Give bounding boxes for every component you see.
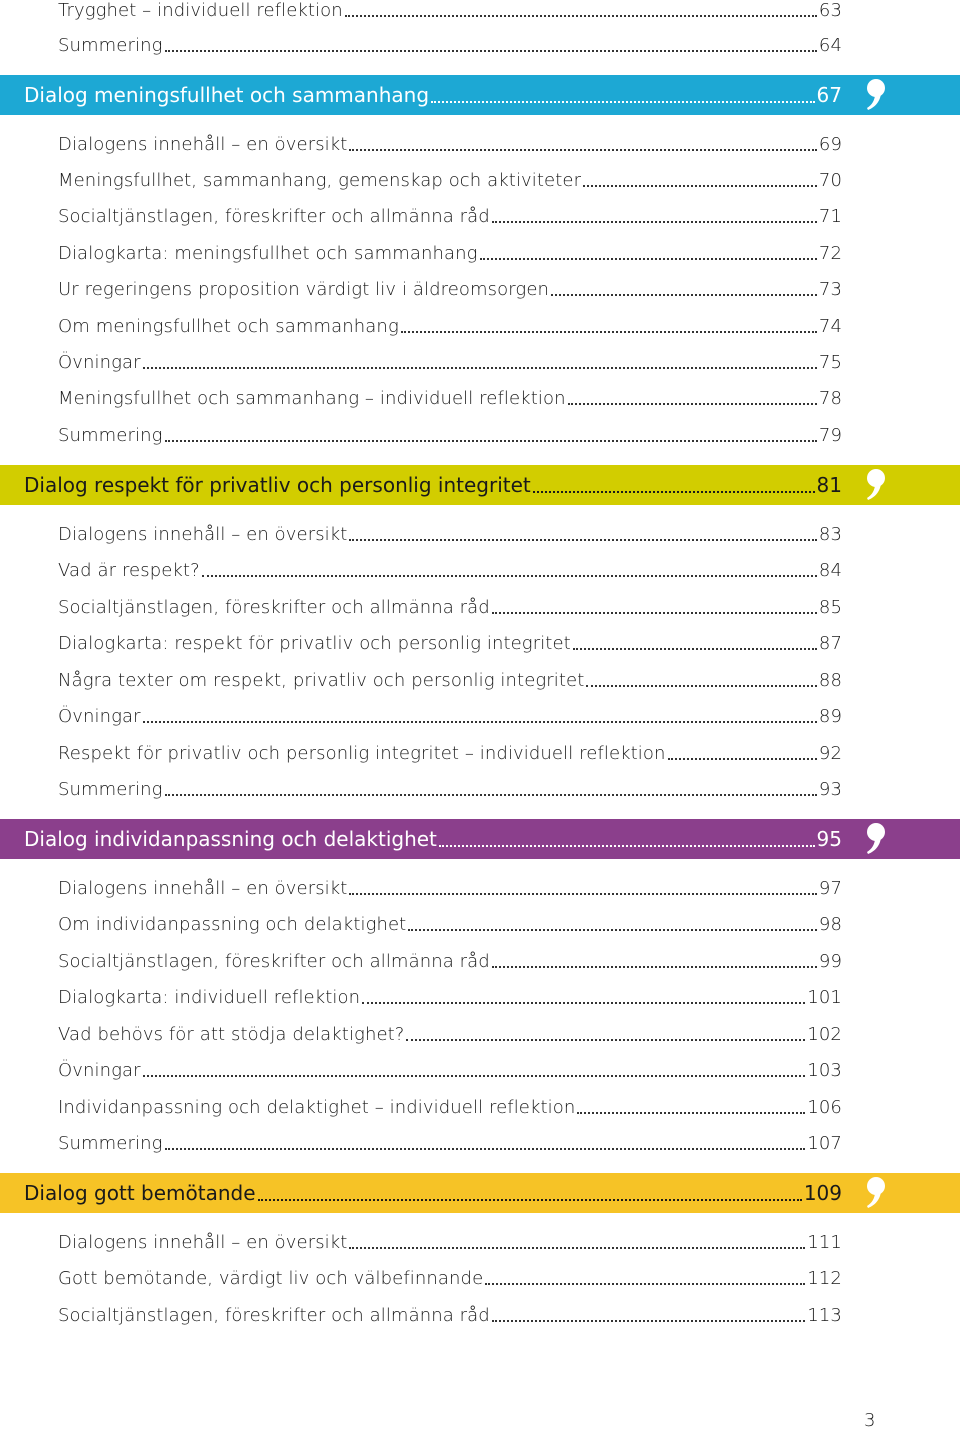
- toc-entry-title: Om individanpassning och delaktighet: [58, 913, 407, 935]
- toc-entry-title: Övningar: [58, 705, 141, 727]
- dot-leader: [586, 685, 817, 687]
- section-page: 95: [816, 827, 842, 851]
- toc-entry-page: 85: [818, 596, 842, 618]
- toc-entry[interactable]: [58, 771, 842, 807]
- toc-entry[interactable]: [58, 1016, 842, 1052]
- toc-entry-page: 73: [818, 278, 842, 300]
- section-header-individanpassning[interactable]: [0, 819, 960, 859]
- dot-leader: [492, 221, 817, 223]
- section-title: Dialog meningsfullhet och sammanhang: [24, 83, 430, 107]
- toc-entry-title: Trygghet – individuell reflektion: [58, 0, 343, 21]
- dot-leader: [349, 539, 816, 541]
- toc-entry-title: Dialogens innehåll – en översikt: [58, 133, 348, 155]
- dot-leader: [668, 758, 817, 760]
- toc-entry[interactable]: [58, 162, 842, 198]
- dot-leader: [143, 367, 817, 369]
- quote-mark-icon: [864, 1176, 888, 1210]
- section-title: Dialog respekt för privatliv och personlig integritet: [24, 473, 531, 497]
- quote-mark-icon: [864, 468, 888, 502]
- toc-entry[interactable]: [58, 1260, 842, 1296]
- toc-entry-page: 70: [818, 169, 842, 191]
- section-header-respekt[interactable]: [0, 465, 960, 505]
- dot-leader: [401, 331, 817, 333]
- toc-entry[interactable]: [58, 0, 842, 28]
- toc-entry-title: Individanpassning och delaktighet – individuell reflektion: [58, 1096, 576, 1118]
- toc-entry-page: 75: [818, 351, 842, 373]
- toc-entry-title: Vad är respekt?: [58, 559, 200, 581]
- toc-entry[interactable]: [58, 1125, 842, 1161]
- dot-leader: [431, 101, 815, 103]
- toc-entry-title: Summering: [58, 778, 163, 800]
- toc-entry-page: 99: [818, 950, 842, 972]
- toc-entry[interactable]: [58, 662, 842, 698]
- toc-entry[interactable]: [58, 870, 842, 906]
- toc-entry-page: 98: [818, 913, 842, 935]
- toc-entry-title: Ur regeringens proposition värdigt liv i äldreomsorgen: [58, 278, 550, 300]
- toc-entry-title: Dialogkarta: individuell reflektion: [58, 986, 361, 1008]
- toc-entry-page: 88: [818, 669, 842, 691]
- toc-entry[interactable]: [58, 698, 842, 734]
- toc-entry[interactable]: [58, 1089, 842, 1125]
- toc-entry-page: 107: [807, 1132, 842, 1154]
- dot-leader: [349, 149, 816, 151]
- dot-leader: [439, 845, 815, 847]
- toc-entry[interactable]: [58, 589, 842, 625]
- dot-leader: [492, 612, 817, 614]
- toc-entry[interactable]: [58, 271, 842, 307]
- dot-leader: [480, 258, 817, 260]
- toc-entry-title: Vad behövs för att stödja delaktighet?: [58, 1023, 405, 1045]
- toc-entry[interactable]: [58, 552, 842, 588]
- toc-entry-page: 71: [818, 205, 842, 227]
- toc-entry-title: Övningar: [58, 351, 141, 373]
- toc-entry[interactable]: [58, 380, 842, 416]
- toc-entry[interactable]: [58, 308, 842, 344]
- toc-entry-page: 97: [818, 877, 842, 899]
- toc-entry-title: Meningsfullhet och sammanhang – individuell reflektion: [58, 387, 566, 409]
- toc-entry[interactable]: [58, 516, 842, 552]
- section-header-meningsfullhet[interactable]: [0, 75, 960, 115]
- dot-leader: [165, 50, 817, 52]
- dot-leader: [492, 1320, 806, 1322]
- dot-leader: [349, 1247, 805, 1249]
- dot-leader: [345, 15, 817, 17]
- toc-entry[interactable]: [58, 906, 842, 942]
- dot-leader: [258, 1199, 802, 1201]
- dot-leader: [492, 966, 817, 968]
- toc-entry[interactable]: [58, 417, 842, 453]
- dot-leader: [406, 1039, 805, 1041]
- toc-entry[interactable]: [58, 1224, 842, 1260]
- toc-entry-title: Summering: [58, 1132, 163, 1154]
- toc-entry-page: 103: [807, 1059, 842, 1081]
- toc-entry-title: Socialtjänstlagen, föreskrifter och allmänna råd: [58, 596, 490, 618]
- section-title: Dialog gott bemötande: [24, 1181, 256, 1205]
- toc-entry-title: Några texter om respekt, privatliv och personlig integritet: [58, 669, 585, 691]
- toc-entry-page: 78: [818, 387, 842, 409]
- dot-leader: [577, 1112, 805, 1114]
- dot-leader: [349, 893, 816, 895]
- toc-entry-title: Dialogkarta: respekt för privatliv och personlig integritet: [58, 632, 571, 654]
- section-title: Dialog individanpassning och delaktighet: [24, 827, 437, 851]
- toc-entry-page: 111: [807, 1231, 842, 1253]
- dot-leader: [485, 1283, 805, 1285]
- toc-entry[interactable]: [58, 344, 842, 380]
- toc-entry[interactable]: [58, 198, 842, 234]
- toc-entry-title: Summering: [58, 34, 163, 56]
- toc-entry[interactable]: [58, 27, 842, 63]
- dot-leader: [533, 491, 815, 493]
- toc-entry-title: Övningar: [58, 1059, 141, 1081]
- dot-leader: [165, 440, 817, 442]
- toc-entry-title: Summering: [58, 424, 163, 446]
- toc-entry[interactable]: [58, 1052, 842, 1088]
- toc-entry-page: 89: [818, 705, 842, 727]
- dot-leader: [362, 1002, 805, 1004]
- quote-mark-icon: [864, 822, 888, 856]
- section-page: 81: [816, 473, 842, 497]
- dot-leader: [143, 721, 817, 723]
- toc-entry[interactable]: [58, 979, 842, 1015]
- toc-entry-page: 102: [807, 1023, 842, 1045]
- toc-entry-title: Om meningsfullhet och sammanhang: [58, 315, 399, 337]
- section-header-bemotande[interactable]: [0, 1173, 960, 1213]
- toc-entry-title: Socialtjänstlagen, föreskrifter och allmänna råd: [58, 205, 490, 227]
- dot-leader: [202, 575, 817, 577]
- section-page: 109: [803, 1181, 842, 1205]
- toc-entry[interactable]: [58, 1297, 842, 1333]
- dot-leader: [583, 185, 817, 187]
- toc-entry-page: 87: [818, 632, 842, 654]
- toc-entry-page: 79: [818, 424, 842, 446]
- dot-leader: [143, 1075, 806, 1077]
- dot-leader: [573, 648, 817, 650]
- quote-mark-icon: [864, 78, 888, 112]
- toc-entry[interactable]: [58, 126, 842, 162]
- section-page: 67: [816, 83, 842, 107]
- dot-leader: [551, 294, 817, 296]
- toc-entry-page: 63: [818, 0, 842, 21]
- toc-entry-title: Dialogens innehåll – en översikt: [58, 523, 348, 545]
- toc-entry-page: 72: [818, 242, 842, 264]
- toc-entry-page: 113: [807, 1304, 842, 1326]
- toc-entry-page: 92: [818, 742, 842, 764]
- toc-entry-title: Respekt för privatliv och personlig integritet – individuell reflektion: [58, 742, 666, 764]
- toc-entry-title: Dialogens innehåll – en översikt: [58, 877, 348, 899]
- dot-leader: [165, 1148, 806, 1150]
- toc-entry-page: 112: [807, 1267, 842, 1289]
- toc-entry-page: 83: [818, 523, 842, 545]
- toc-entry-title: Dialogens innehåll – en översikt: [58, 1231, 348, 1253]
- dot-leader: [568, 403, 817, 405]
- toc-entry[interactable]: [58, 625, 842, 661]
- toc-entry[interactable]: [58, 943, 842, 979]
- toc-entry-page: 64: [818, 34, 842, 56]
- toc-entry-page: 106: [807, 1096, 842, 1118]
- toc-entry[interactable]: [58, 235, 842, 271]
- toc-entry-page: 101: [807, 986, 842, 1008]
- toc-entry-page: 93: [818, 778, 842, 800]
- toc-entry-page: 84: [818, 559, 842, 581]
- toc-entry-title: Dialogkarta: meningsfullhet och sammanhang: [58, 242, 478, 264]
- page-number: 3: [864, 1410, 876, 1431]
- toc-entry-page: 69: [818, 133, 842, 155]
- toc-entry[interactable]: [58, 735, 842, 771]
- toc-entry-title: Gott bemötande, värdigt liv och välbefinnande: [58, 1267, 484, 1289]
- toc-entry-title: Socialtjänstlagen, föreskrifter och allmänna råd: [58, 1304, 490, 1326]
- toc-entry-title: Socialtjänstlagen, föreskrifter och allmänna råd: [58, 950, 490, 972]
- dot-leader: [408, 929, 817, 931]
- toc-entry-page: 74: [818, 315, 842, 337]
- dot-leader: [165, 794, 817, 796]
- toc-entry-title: Meningsfullhet, sammanhang, gemenskap och aktiviteter: [58, 169, 582, 191]
